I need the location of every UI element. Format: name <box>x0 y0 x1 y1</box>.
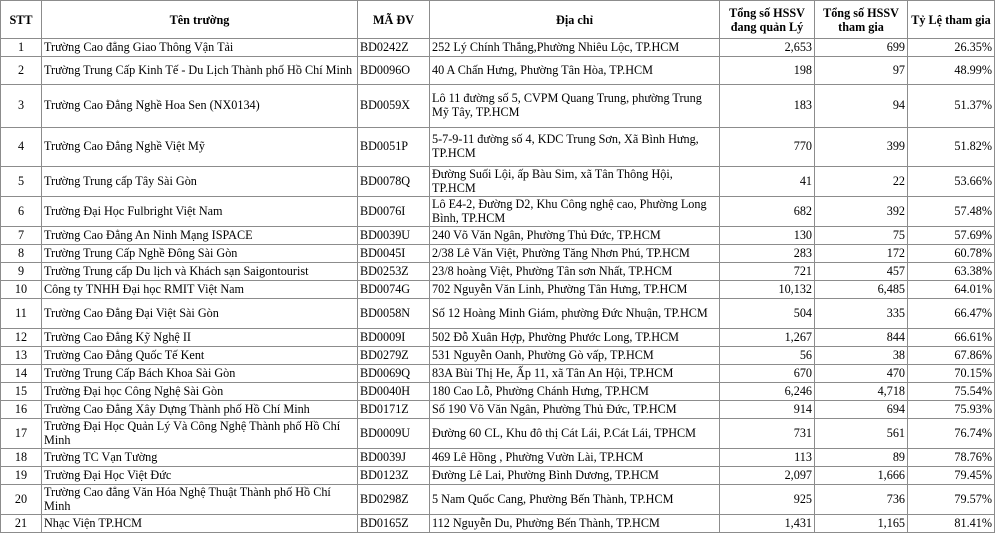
cell-students-joined: 736 <box>815 485 908 515</box>
cell-school-name: Trường TC Vạn Tường <box>42 449 358 467</box>
cell-stt: 9 <box>1 263 42 281</box>
header-stt: STT <box>1 1 42 39</box>
cell-stt: 2 <box>1 57 42 85</box>
cell-school-name: Trường Cao Đẳng Nghề Việt Mỹ <box>42 128 358 167</box>
cell-school-name: Trường Cao Đẳng Quốc Tế Kent <box>42 347 358 365</box>
cell-unit-code: BD0058N <box>358 299 430 329</box>
cell-stt: 6 <box>1 197 42 227</box>
cell-participation-rate: 26.35% <box>908 39 995 57</box>
cell-stt: 17 <box>1 419 42 449</box>
cell-school-name: Trường Cao đẳng Văn Hóa Nghệ Thuật Thành phố Hồ Chí Minh <box>42 485 358 515</box>
header-address: Địa chỉ <box>430 1 720 39</box>
cell-students-joined: 22 <box>815 167 908 197</box>
cell-school-name: Trường Trung Cấp Kinh Tế - Du Lịch Thành phố Hồ Chí Minh <box>42 57 358 85</box>
cell-address: 469 Lê Hồng , Phường Vườn Lài, TP.HCM <box>430 449 720 467</box>
cell-participation-rate: 51.37% <box>908 85 995 128</box>
cell-school-name: Trường Cao Đẳng Đại Việt Sài Gòn <box>42 299 358 329</box>
header-students-joined: Tổng số HSSV tham gia <box>815 1 908 39</box>
cell-students-joined: 699 <box>815 39 908 57</box>
table-row <box>1 329 995 347</box>
cell-students-managed: 10,132 <box>720 281 815 299</box>
cell-students-joined: 1,666 <box>815 467 908 485</box>
header-unit-code: MÃ ĐV <box>358 1 430 39</box>
cell-participation-rate: 81.41% <box>908 515 995 533</box>
table-row <box>1 515 995 533</box>
table-row <box>1 419 995 449</box>
cell-unit-code: BD0096O <box>358 57 430 85</box>
cell-participation-rate: 53.66% <box>908 167 995 197</box>
cell-address: 83A Bùi Thị He, Ấp 11, xã Tân An Hội, TP.HCM <box>430 365 720 383</box>
table-row <box>1 57 995 85</box>
cell-students-managed: 41 <box>720 167 815 197</box>
cell-students-joined: 844 <box>815 329 908 347</box>
header-school-name: Tên trường <box>42 1 358 39</box>
cell-address: 5 Nam Quốc Cang, Phường Bến Thành, TP.HCM <box>430 485 720 515</box>
cell-school-name: Trường Trung cấp Tây Sài Gòn <box>42 167 358 197</box>
table-row <box>1 401 995 419</box>
cell-students-managed: 1,431 <box>720 515 815 533</box>
cell-students-managed: 56 <box>720 347 815 365</box>
table-row <box>1 227 995 245</box>
header-students-managed: Tổng số HSSV đang quản Lý <box>720 1 815 39</box>
cell-unit-code: BD0279Z <box>358 347 430 365</box>
cell-unit-code: BD0009I <box>358 329 430 347</box>
cell-students-managed: 1,267 <box>720 329 815 347</box>
cell-unit-code: BD0165Z <box>358 515 430 533</box>
cell-unit-code: BD0045I <box>358 245 430 263</box>
cell-participation-rate: 48.99% <box>908 57 995 85</box>
cell-unit-code: BD0039U <box>358 227 430 245</box>
table-row <box>1 85 995 128</box>
cell-address: 23/8 hoàng Việt, Phường Tân sơn Nhất, TP.HCM <box>430 263 720 281</box>
table-row <box>1 467 995 485</box>
cell-unit-code: BD0059X <box>358 85 430 128</box>
cell-students-joined: 6,485 <box>815 281 908 299</box>
cell-address: 5-7-9-11 đường số 4, KDC Trung Sơn, Xã Bình Hưng, TP.HCM <box>430 128 720 167</box>
table-row <box>1 197 995 227</box>
cell-stt: 3 <box>1 85 42 128</box>
cell-school-name: Trường Đại Học Fulbright Việt Nam <box>42 197 358 227</box>
cell-school-name: Trường Đại học Công Nghệ Sài Gòn <box>42 383 358 401</box>
cell-address: Lô E4-2, Đường D2, Khu Công nghệ cao, Phường Long Bình, TP.HCM <box>430 197 720 227</box>
cell-school-name: Nhạc Viện TP.HCM <box>42 515 358 533</box>
cell-participation-rate: 57.69% <box>908 227 995 245</box>
cell-participation-rate: 75.54% <box>908 383 995 401</box>
cell-unit-code: BD0123Z <box>358 467 430 485</box>
cell-stt: 19 <box>1 467 42 485</box>
cell-address: 180 Cao Lỗ, Phường Chánh Hưng, TP.HCM <box>430 383 720 401</box>
cell-school-name: Công ty TNHH Đại học RMIT Việt Nam <box>42 281 358 299</box>
cell-stt: 20 <box>1 485 42 515</box>
cell-address: 40 A Chấn Hưng, Phường Tân Hòa, TP.HCM <box>430 57 720 85</box>
cell-participation-rate: 57.48% <box>908 197 995 227</box>
cell-school-name: Trường Cao Đẳng An Ninh Mạng ISPACE <box>42 227 358 245</box>
cell-students-joined: 94 <box>815 85 908 128</box>
table-row <box>1 365 995 383</box>
cell-participation-rate: 78.76% <box>908 449 995 467</box>
cell-address: 2/38 Lê Văn Việt, Phường Tăng Nhơn Phú, TP.HCM <box>430 245 720 263</box>
cell-unit-code: BD0253Z <box>358 263 430 281</box>
cell-address: 252 Lý Chính Thắng,Phường Nhiêu Lộc, TP.HCM <box>430 39 720 57</box>
cell-students-joined: 4,718 <box>815 383 908 401</box>
cell-stt: 4 <box>1 128 42 167</box>
cell-participation-rate: 70.15% <box>908 365 995 383</box>
table-row <box>1 281 995 299</box>
cell-students-managed: 2,653 <box>720 39 815 57</box>
cell-students-managed: 721 <box>720 263 815 281</box>
cell-participation-rate: 64.01% <box>908 281 995 299</box>
cell-students-joined: 172 <box>815 245 908 263</box>
table-row <box>1 245 995 263</box>
cell-unit-code: BD0051P <box>358 128 430 167</box>
table-row <box>1 383 995 401</box>
cell-students-managed: 504 <box>720 299 815 329</box>
cell-unit-code: BD0171Z <box>358 401 430 419</box>
cell-school-name: Trường Cao đẳng Giao Thông Vận Tải <box>42 39 358 57</box>
cell-students-managed: 198 <box>720 57 815 85</box>
cell-stt: 15 <box>1 383 42 401</box>
cell-students-joined: 38 <box>815 347 908 365</box>
header-participation-rate: Tỷ Lệ tham gia <box>908 1 995 39</box>
table-row <box>1 347 995 365</box>
cell-students-joined: 75 <box>815 227 908 245</box>
cell-address: Đường Lê Lai, Phường Bình Dương, TP.HCM <box>430 467 720 485</box>
cell-participation-rate: 60.78% <box>908 245 995 263</box>
cell-students-managed: 130 <box>720 227 815 245</box>
cell-address: 531 Nguyễn Oanh, Phường Gò vấp, TP.HCM <box>430 347 720 365</box>
table-row <box>1 449 995 467</box>
header-row <box>1 1 995 39</box>
cell-students-joined: 457 <box>815 263 908 281</box>
cell-participation-rate: 63.38% <box>908 263 995 281</box>
cell-students-joined: 470 <box>815 365 908 383</box>
cell-students-joined: 89 <box>815 449 908 467</box>
cell-unit-code: BD0076I <box>358 197 430 227</box>
cell-students-managed: 113 <box>720 449 815 467</box>
cell-participation-rate: 67.86% <box>908 347 995 365</box>
cell-students-joined: 392 <box>815 197 908 227</box>
cell-students-managed: 183 <box>720 85 815 128</box>
cell-participation-rate: 76.74% <box>908 419 995 449</box>
cell-participation-rate: 66.61% <box>908 329 995 347</box>
cell-school-name: Trường Trung Cấp Nghề Đông Sài Gòn <box>42 245 358 263</box>
cell-students-joined: 97 <box>815 57 908 85</box>
cell-participation-rate: 75.93% <box>908 401 995 419</box>
cell-unit-code: BD0074G <box>358 281 430 299</box>
cell-address: 112 Nguyễn Du, Phường Bến Thành, TP.HCM <box>430 515 720 533</box>
cell-students-managed: 914 <box>720 401 815 419</box>
cell-address: 702 Nguyễn Văn Linh, Phường Tân Hưng, TP.HCM <box>430 281 720 299</box>
cell-unit-code: BD0242Z <box>358 39 430 57</box>
table-row <box>1 485 995 515</box>
cell-stt: 8 <box>1 245 42 263</box>
cell-address: 240 Võ Văn Ngân, Phường Thủ Đức, TP.HCM <box>430 227 720 245</box>
cell-stt: 21 <box>1 515 42 533</box>
cell-students-joined: 561 <box>815 419 908 449</box>
cell-school-name: Trường Cao Đẳng Xây Dựng Thành phố Hồ Chí Minh <box>42 401 358 419</box>
cell-unit-code: BD0039J <box>358 449 430 467</box>
cell-students-managed: 925 <box>720 485 815 515</box>
cell-stt: 18 <box>1 449 42 467</box>
cell-address: Lô 11 đường số 5, CVPM Quang Trung, phường Trung Mỹ Tây, TP.HCM <box>430 85 720 128</box>
cell-students-joined: 1,165 <box>815 515 908 533</box>
cell-unit-code: BD0298Z <box>358 485 430 515</box>
cell-school-name: Trường Cao Đẳng Kỹ Nghệ II <box>42 329 358 347</box>
cell-students-joined: 694 <box>815 401 908 419</box>
cell-students-managed: 682 <box>720 197 815 227</box>
cell-address: Đường Suối Lội, ấp Bàu Sim, xã Tân Thông Hội, TP.HCM <box>430 167 720 197</box>
table-row <box>1 263 995 281</box>
cell-students-joined: 399 <box>815 128 908 167</box>
cell-students-managed: 2,097 <box>720 467 815 485</box>
cell-address: Số 12 Hoàng Minh Giám, phường Đức Nhuận, TP.HCM <box>430 299 720 329</box>
cell-address: Đường 60 CL, Khu đô thị Cát Lái, P.Cát Lái, TPHCM <box>430 419 720 449</box>
cell-unit-code: BD0009U <box>358 419 430 449</box>
cell-unit-code: BD0069Q <box>358 365 430 383</box>
cell-unit-code: BD0078Q <box>358 167 430 197</box>
cell-school-name: Trường Cao Đẳng Nghề Hoa Sen (NX0134) <box>42 85 358 128</box>
table-row <box>1 299 995 329</box>
cell-school-name: Trường Trung Cấp Bách Khoa Sài Gòn <box>42 365 358 383</box>
cell-school-name: Trường Đại Học Việt Đức <box>42 467 358 485</box>
cell-stt: 16 <box>1 401 42 419</box>
cell-students-managed: 770 <box>720 128 815 167</box>
cell-students-managed: 283 <box>720 245 815 263</box>
cell-stt: 7 <box>1 227 42 245</box>
cell-students-managed: 731 <box>720 419 815 449</box>
cell-stt: 12 <box>1 329 42 347</box>
cell-school-name: Trường Đại Học Quản Lý Và Công Nghệ Thành phố Hồ Chí Minh <box>42 419 358 449</box>
cell-participation-rate: 79.45% <box>908 467 995 485</box>
cell-students-managed: 6,246 <box>720 383 815 401</box>
cell-stt: 11 <box>1 299 42 329</box>
cell-stt: 13 <box>1 347 42 365</box>
cell-students-joined: 335 <box>815 299 908 329</box>
cell-stt: 14 <box>1 365 42 383</box>
cell-stt: 5 <box>1 167 42 197</box>
table-row <box>1 39 995 57</box>
cell-stt: 1 <box>1 39 42 57</box>
cell-participation-rate: 79.57% <box>908 485 995 515</box>
cell-students-managed: 670 <box>720 365 815 383</box>
cell-stt: 10 <box>1 281 42 299</box>
cell-address: 502 Đỗ Xuân Hợp, Phường Phước Long, TP.HCM <box>430 329 720 347</box>
table-row <box>1 167 995 197</box>
table-row <box>1 128 995 167</box>
cell-address: Số 190 Võ Văn Ngân, Phường Thủ Đức, TP.HCM <box>430 401 720 419</box>
cell-school-name: Trường Trung cấp Du lịch và Khách sạn Saigontourist <box>42 263 358 281</box>
cell-participation-rate: 66.47% <box>908 299 995 329</box>
cell-participation-rate: 51.82% <box>908 128 995 167</box>
cell-unit-code: BD0040H <box>358 383 430 401</box>
